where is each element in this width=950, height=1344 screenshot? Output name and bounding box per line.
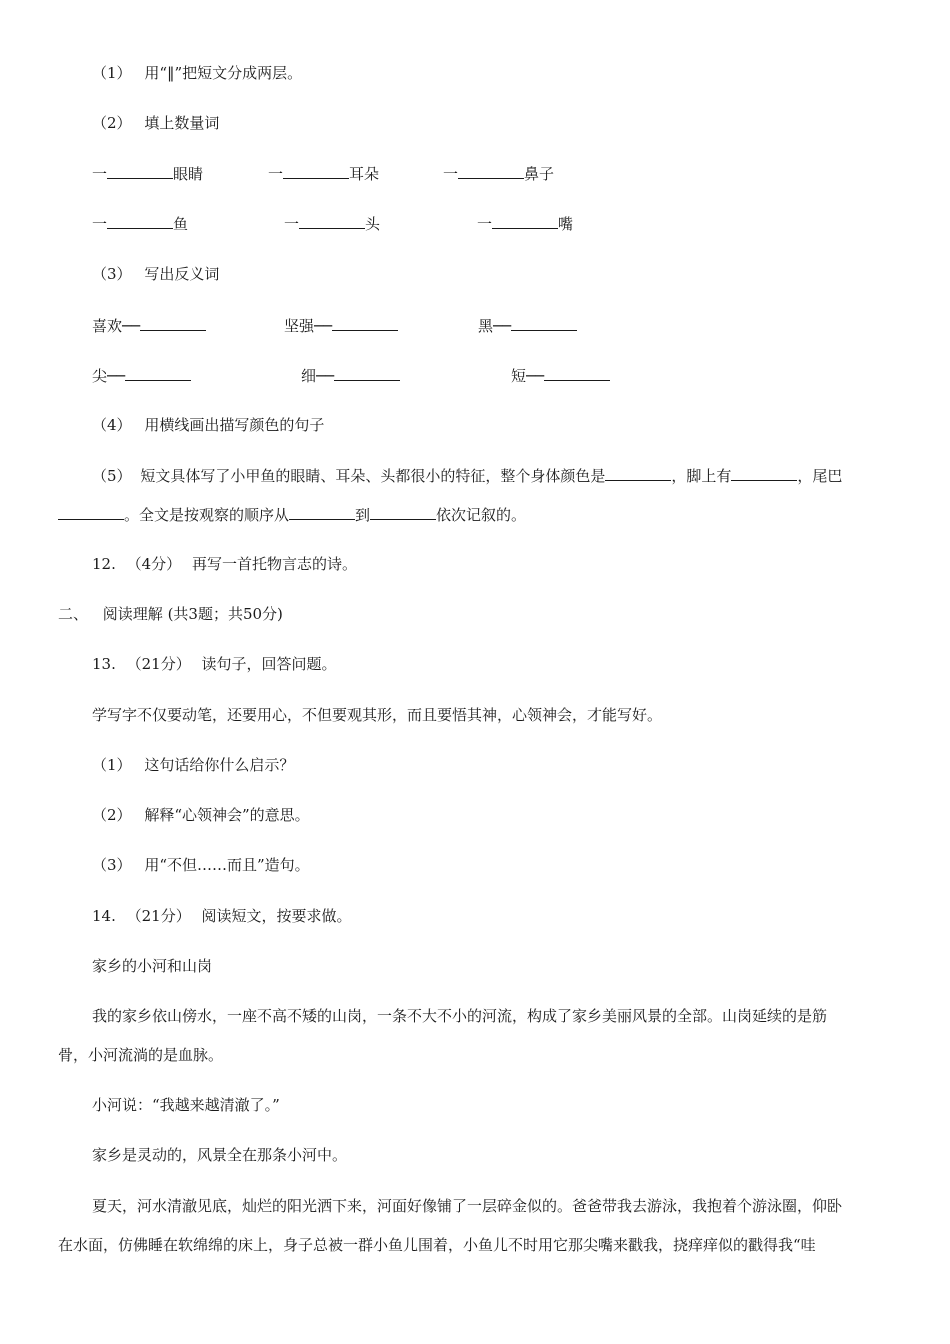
measure-item: 一 耳朵 — [268, 162, 379, 185]
answer-blank[interactable] — [370, 503, 436, 520]
q11-sub3 — [92, 263, 219, 285]
answer-blank[interactable] — [511, 314, 577, 331]
antonym-item: 细── — [301, 364, 400, 387]
passage-paragraph-1-line-1: 我的家乡依山傍水，一座不高不矮的山岗，一条不大不小的河流，构成了家乡美丽风景的全部。山岗延续的是筋 — [92, 1007, 828, 1025]
q14-score: （21分） — [126, 907, 191, 925]
answer-blank[interactable] — [283, 162, 349, 179]
answer-blank[interactable] — [107, 162, 173, 179]
q11-sub4 — [92, 414, 324, 436]
answer-blank[interactable] — [334, 364, 400, 381]
answer-blank[interactable] — [299, 212, 365, 229]
q12-number: 12. — [92, 555, 116, 573]
answer-blank[interactable] — [289, 503, 355, 520]
q11-sub5-line1: （5） 短文具体写了小甲鱼的眼睛、耳朵、头都很小的特征，整个身体颜色是 ，脚上有 ，尾巴 — [92, 464, 842, 487]
answer-blank[interactable] — [332, 314, 398, 331]
q13-sentence: 学写字不仅要动笔，还要用心，不但要观其形，而且要悟其神，心领神会，才能写好。 — [92, 706, 663, 724]
q11-sub2-text: 填上数量词 — [144, 114, 220, 132]
answer-blank[interactable] — [107, 212, 173, 229]
q11-sub5-line2: 。全文是按观察的顺序从 到 依次记叙的。 — [58, 503, 526, 526]
q11-sub1-num: （1） — [92, 64, 132, 82]
section-heading — [58, 603, 283, 625]
section-number: 二、 — [58, 605, 89, 623]
passage-paragraph-1-line-2: 骨，小河流淌的是血脉。 — [58, 1046, 224, 1064]
q13-number: 13. — [92, 655, 116, 673]
answer-blank[interactable] — [125, 364, 191, 381]
passage-title: 家乡的小河和山岗 — [92, 957, 213, 975]
answer-blank[interactable] — [492, 212, 558, 229]
answer-blank[interactable] — [458, 162, 524, 179]
q11-sub1 — [92, 62, 302, 84]
antonym-item: 喜欢── — [92, 314, 206, 337]
q13-sub2: （2） 解释“心领神会”的意思。 — [92, 806, 310, 824]
q13-sub1: （1） 这句话给你什么启示？ — [92, 756, 295, 774]
antonym-item: 坚强── — [284, 314, 398, 337]
answer-blank[interactable] — [605, 464, 671, 481]
measure-item: 一 嘴 — [477, 212, 573, 235]
q13-sub3: （3） 用“不但……而且”造句。 — [92, 856, 310, 874]
question-12 — [92, 553, 357, 575]
antonym-item: 短── — [511, 364, 610, 387]
measure-item: 一 眼睛 — [92, 162, 203, 185]
answer-blank[interactable] — [58, 503, 124, 520]
antonym-item: 尖── — [92, 364, 191, 387]
q11-sub3-num: （3） — [92, 265, 132, 283]
answer-blank[interactable] — [544, 364, 610, 381]
q12-text: 再写一首托物言志的诗。 — [191, 555, 357, 573]
q14-number: 14. — [92, 907, 116, 925]
q13-score: （21分） — [126, 655, 191, 673]
q13-text: 读句子，回答问题。 — [201, 655, 337, 673]
antonym-row-1 — [0, 314, 950, 336]
measure-item: 一 鱼 — [92, 212, 188, 235]
measure-item: 一 头 — [284, 212, 380, 235]
q14-text: 阅读短文，按要求做。 — [201, 907, 352, 925]
q11-sub1-text: 用“‖”把短文分成两层。 — [144, 64, 303, 82]
measure-row-2 — [0, 212, 950, 234]
measure-item: 一 鼻子 — [443, 162, 554, 185]
question-14 — [92, 905, 352, 927]
passage-paragraph-4-line-1: 夏天，河水清澈见底，灿烂的阳光洒下来，河面好像铺了一层碎金似的。爸爸带我去游泳，我抱着个游泳圈，仰卧 — [92, 1197, 843, 1215]
q11-sub4-text: 用横线画出描写颜色的句子 — [144, 416, 325, 434]
q12-score: （4分） — [126, 555, 182, 573]
answer-blank[interactable] — [731, 464, 797, 481]
passage-paragraph-4-line-2: 在水面，仿佛睡在软绵绵的床上，身子总被一群小鱼儿围着，小鱼儿不时用它那尖嘴来戳我，挠痒痒似的戳得我“哇 — [58, 1236, 816, 1254]
antonym-item: 黑── — [478, 314, 577, 337]
q11-sub3-text: 写出反义词 — [144, 265, 220, 283]
question-13 — [92, 653, 337, 675]
passage-paragraph-3: 家乡是灵动的，风景全在那条小河中。 — [92, 1146, 348, 1164]
q11-sub5-num: （5） — [92, 467, 132, 485]
q11-sub2 — [92, 112, 219, 134]
q11-sub2-num: （2） — [92, 114, 132, 132]
answer-blank[interactable] — [140, 314, 206, 331]
q11-sub4-num: （4） — [92, 416, 132, 434]
antonym-row-2 — [0, 364, 950, 386]
section-title: 阅读理解 (共3题；共50分) — [102, 605, 283, 623]
measure-row-1 — [0, 162, 950, 184]
passage-paragraph-2: 小河说：“我越来越清澈了。” — [92, 1096, 280, 1114]
